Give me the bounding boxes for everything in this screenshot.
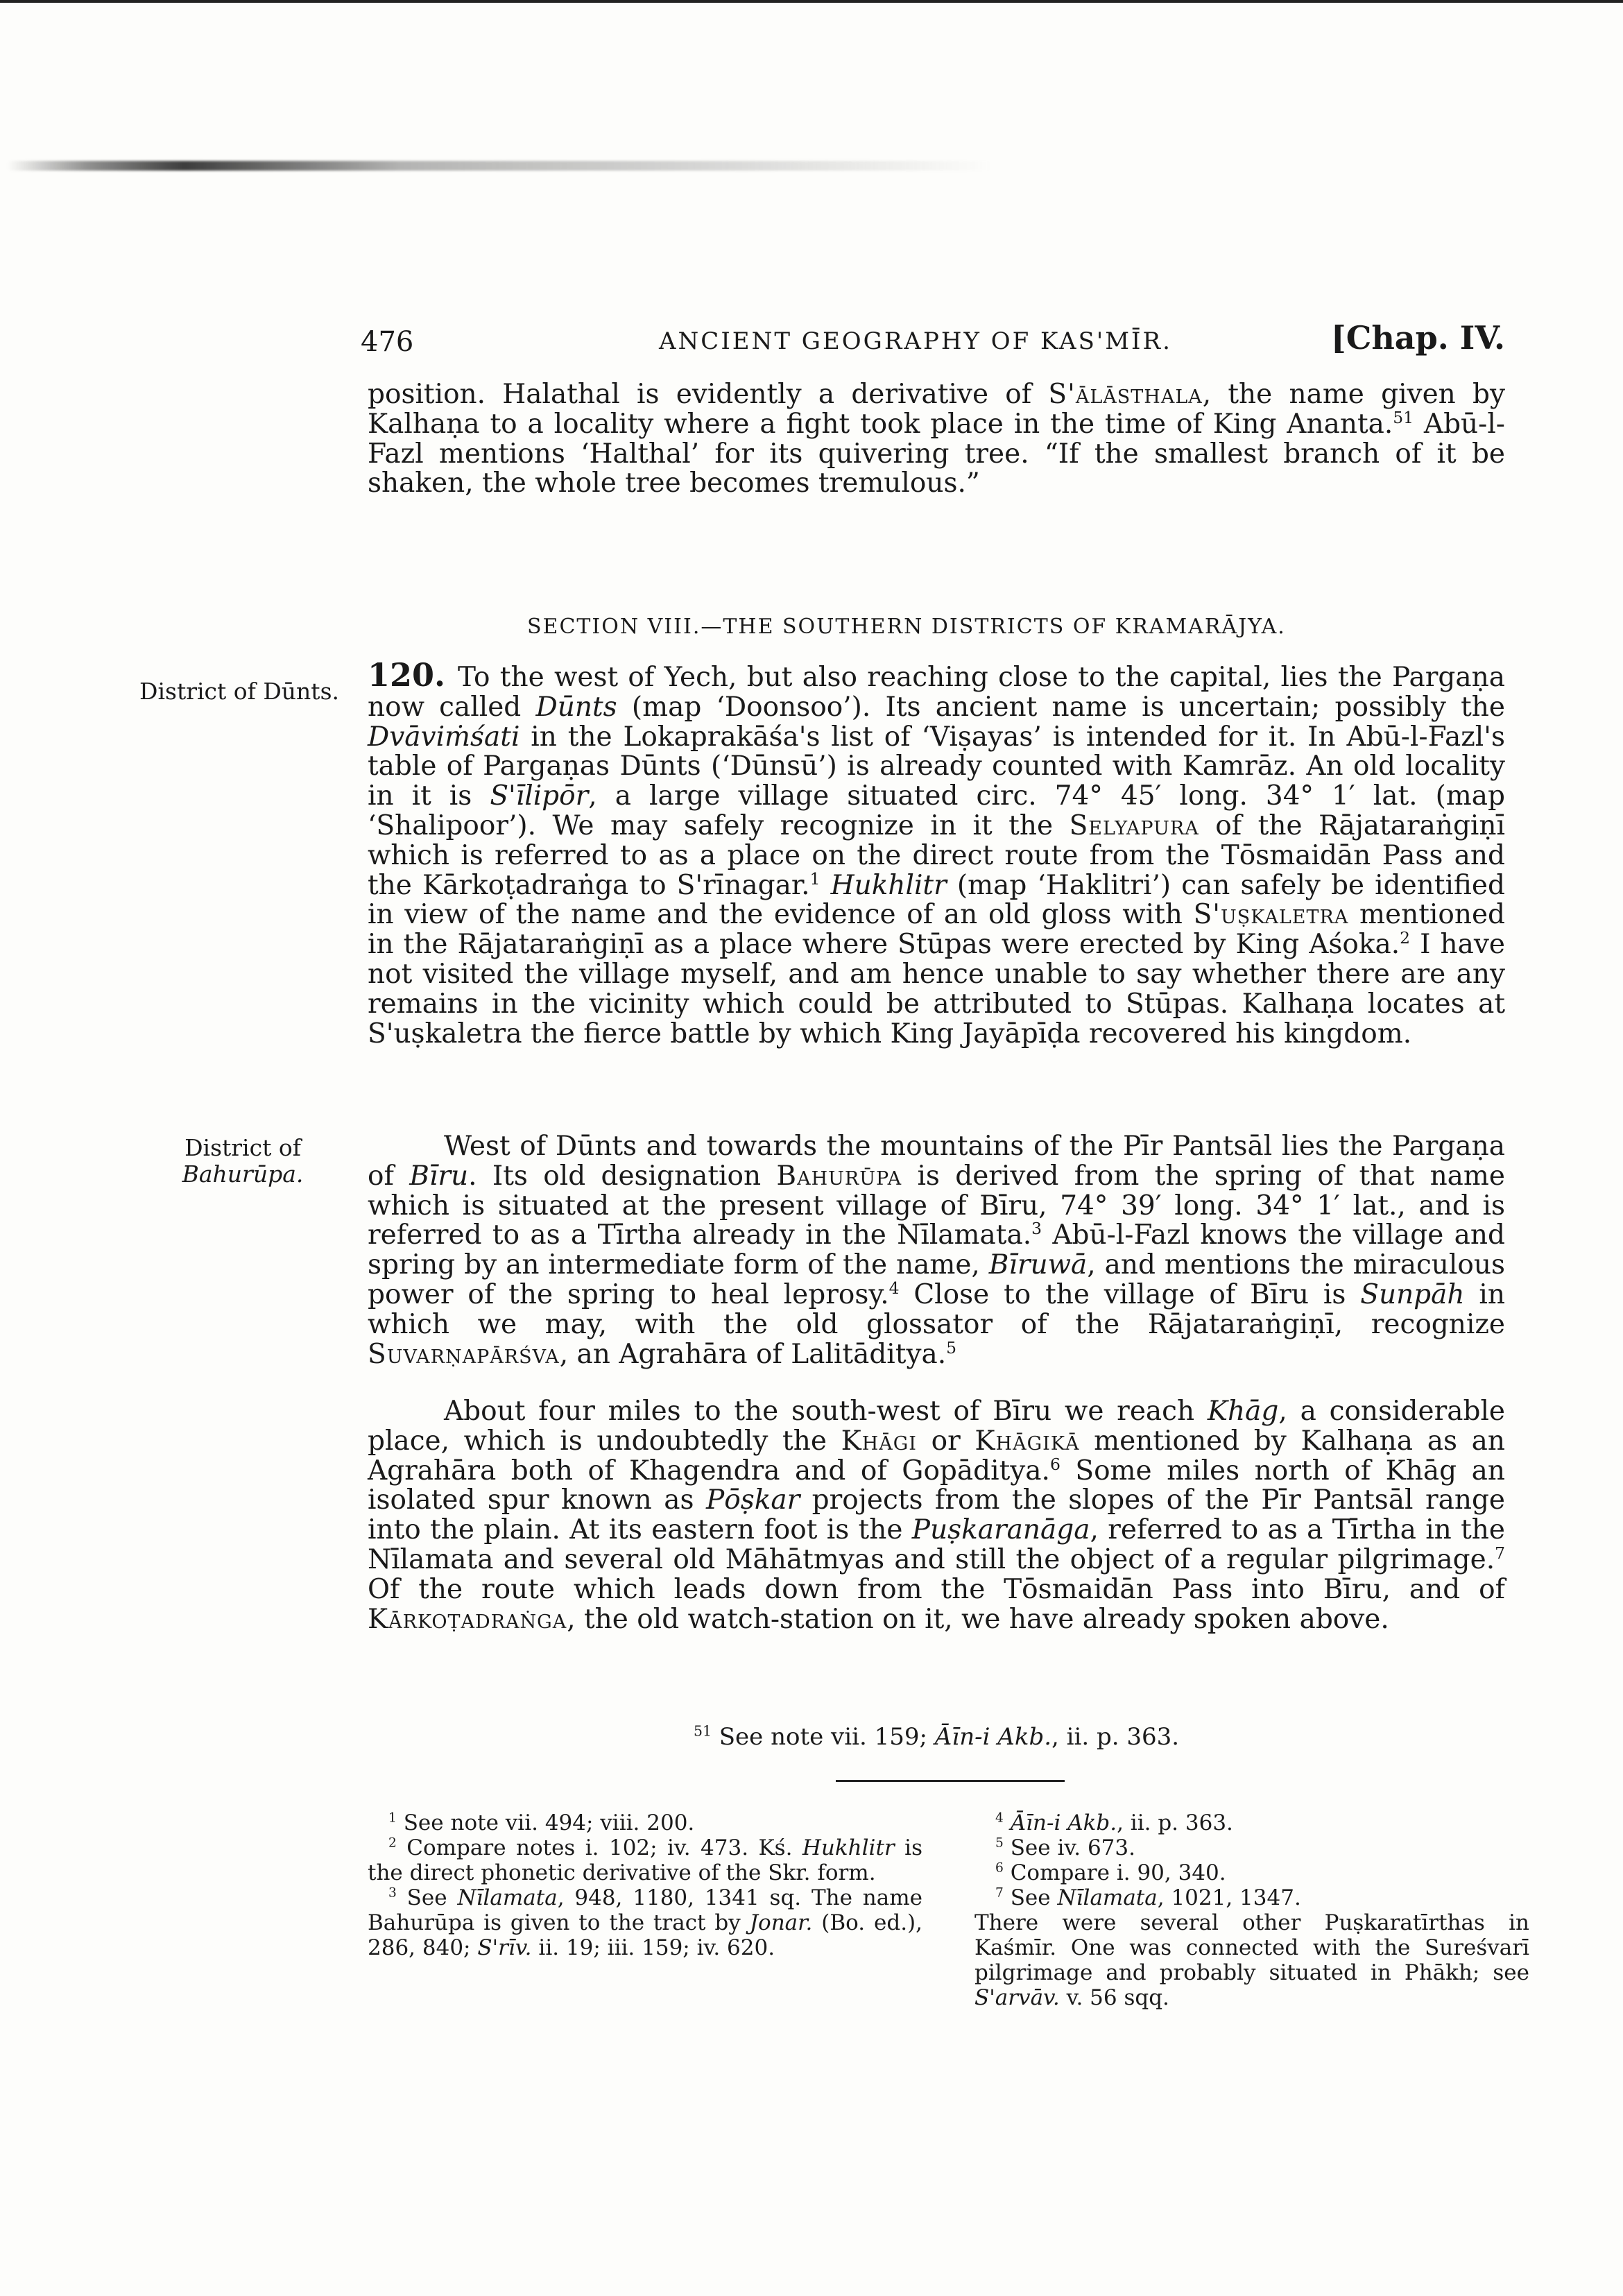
footnote-6: $^6$ Compare i. 90, 340. (995, 1860, 1226, 1885)
footnote-ref: 6 (1049, 1454, 1060, 1474)
scan-smudge-line (7, 161, 992, 171)
paragraph-120: 120. To the west of Yech, but also reaching close to the capital, lies the Pargaṇa now called Dūnts (map ‘Doonsoo’). Its ancient name is uncertain; possibly the Dvāviṁśati in the Lokaprakāśa's list of ‘Viṣayas’ is intended for it. In Abū-l-Fazl's table of Pargaṇas Dūnts (‘Dūnsū’) is already counted with Kamrāz. An old locality in it is S'īlipōr, a large village situated circ. 74° 45′ long. 34° 1′ lat. (map ‘Shalipoor’). We may safely recognize in it the Selyapura of the Rājataraṅgiṇī which is referred to as a place on the direct route from the Tōsmaidān Pass and the Kārkoṭadraṅga to S'rīnagar.$^1$ Hukhlitr (map ‘Haklitri’) can safely be identified in view of the name and the evidence of an old gloss with S'uṣkaletra mentioned in the Rājataraṅgiṇī as a place where Stūpas were erected by King Aśoka.$^2$ I have not visited the village myself, and am hence unable to say whether there are any remains in the vicinity which could be attributed to Stūpas. Kalhaṇa locates at S'uṣkaletra the fierce battle by which King Jayāpīḍa recovered his kingdom. (368, 656, 1506, 1050)
footnote-ref: 5 (946, 1337, 957, 1357)
footnote-7-continuation: There were several other Puṣkaratīrthas in Kaśmīr. One was connected with the Sureśvarī pilgrimage and probably situated in Phākh; see S'arvāv. v. 56 sqq. (974, 1910, 1529, 2010)
page-number: 476 (361, 326, 414, 358)
paragraph-khag: About four miles to the south-west of Bīru we reach Khāg, a considerable place, which is undoubtedly the Khāgi or Khāgikā mentioned by Kalhaṇa as an Agrahāra both of Khagendra and of Gopāditya.$^6$ Some miles north of Khāg an isolated spur known as Pōṣkar projects from the slopes of the Pīr Pantsāl range into the plain. At its eastern foot is the Puṣkaranāga, referred to as a Tīrtha in the Nīlamata and several old Māhātmyas and still the object of a regular pilgrimage.$^7$ Of the route which leads down from the Tōsmaidān Pass into Bīru, and of Kārkoṭadraṅga, the old watch-station on it, we have already spoken above. (368, 1396, 1505, 1635)
footnote-51: $^{51}$ See note vii. 159; Āīn-i Akb., ii. p. 363. (694, 1722, 1180, 1751)
footnotes-left-column (368, 1810, 922, 1960)
footnote-divider (836, 1780, 1065, 1782)
footnote-ref: 4 (888, 1278, 900, 1298)
footnote-7: $^7$ See Nīlamata, 1021, 1347. (995, 1885, 1301, 1910)
footnote-4: $^4$ Āīn-i Akb., ii. p. 363. (995, 1810, 1233, 1835)
footnote-ref: 7 (1495, 1543, 1505, 1563)
running-title: ANCIENT GEOGRAPHY OF KAS'MĪR. (659, 327, 1172, 355)
page-header (361, 319, 1505, 368)
footnote-2: $^2$ Compare notes i. 102; iv. 473. Kś. Hukhlitr is the direct phonetic derivative of the Skr. form. (368, 1835, 922, 1885)
footnote-ref: 1 (809, 868, 821, 889)
footnote-ref: 3 (1031, 1219, 1042, 1239)
page-top-edge (0, 0, 1623, 3)
footnote-ref: 51 (1393, 407, 1414, 427)
paragraph-number: 120. (368, 656, 446, 694)
footnotes-right-column (974, 1810, 1529, 2010)
footnote-3: $^3$ See Nīlamata, 948, 1180, 1341 sq. The name Bahurūpa is given to the tract by Jonar. (Bo. ed.), 286, 840; S'rīv. ii. 19; iii. 159; iv. 620. (368, 1885, 922, 1960)
paragraph-biru: West of Dūnts and towards the mountains of the Pīr Pantsāl lies the Pargaṇa of Bīru. Its old designation Bahurūpa is derived from the spring of that name which is situated at the present village of Bīru, 74° 39′ long. 34° 1′ lat., and is referred to as a Tīrtha already in the Nīlamata.$^3$ Abū-l-Fazl knows the village and spring by an intermediate form of the name, Bīruwā, and mentions the miraculous power of the spring to heal leprosy.$^4$ Close to the village of Bīru is Sunpāh in which we may, with the old glossator of the Rājataraṅgiṇī, recognize Suvarṇapārśva, an Agrahāra of Lalitāditya.$^5$ (368, 1131, 1506, 1370)
chapter-label: [Chap. IV. (1330, 319, 1505, 357)
footnote-1: $^1$ See note vii. 494; viii. 200. (388, 1810, 695, 1835)
margin-note-district-bahurupa: District of Bahurūpa. (182, 1134, 304, 1188)
paragraph-continuation: position. Halathal is evidently a derivative of S'ālāsthala, the name given by Kalhaṇa to a locality where a fight took place in the time of King Ananta.$^{51}$ Abū-l-Fazl mentions ‘Halthal’ for its quivering tree. “If the smallest branch of it be shaken, the whole tree becomes tremulous.” (368, 379, 1505, 499)
section-heading: SECTION VIII.—THE SOUTHERN DISTRICTS OF KRAMARĀJYA. (527, 615, 1286, 639)
footnote-ref: 2 (1400, 928, 1411, 948)
margin-note-district-dunts: District of Dūnts. (139, 678, 339, 705)
footnote-5: $^5$ See iv. 673. (995, 1835, 1135, 1860)
